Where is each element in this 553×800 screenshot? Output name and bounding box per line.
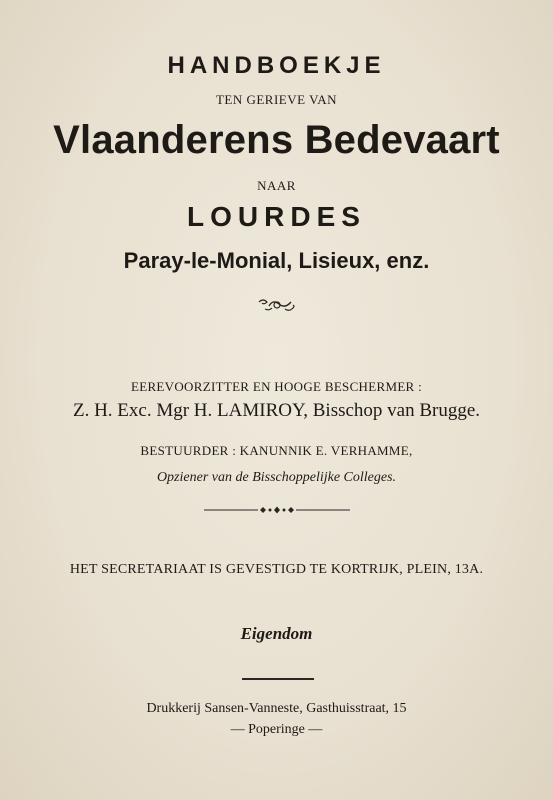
title-naar: NAAR bbox=[257, 178, 296, 193]
director-line: BESTUURDER : KANUNNIK E. VERHAMME, bbox=[140, 443, 413, 458]
title-ten-gerieve-van: TEN GERIEVE VAN bbox=[215, 92, 338, 107]
director-title: Opziener van de Bisschoppelijke Colleges. bbox=[156, 470, 397, 485]
printer-city: — Poperinge — bbox=[230, 722, 323, 737]
honorary-president-name: Z. H. Exc. Mgr H. LAMIROY, Bisschop van Brugge. bbox=[72, 400, 481, 421]
printer-name: Drukkerij Sansen-Vanneste, Gasthuisstraat, 15 bbox=[146, 701, 407, 716]
title-destinations: Paray-le-Monial, Lisieux, enz. bbox=[123, 248, 430, 273]
diamond-rule-icon bbox=[0, 503, 553, 515]
ownership-notice: Eigendom bbox=[240, 624, 313, 643]
scroll-ornament-icon bbox=[0, 296, 553, 314]
honorary-president-label: EEREVOORZITTER EN HOOGE BESCHERMER : bbox=[130, 379, 422, 394]
divider bbox=[242, 678, 314, 680]
title-lourdes: LOURDES bbox=[187, 201, 366, 232]
secretariat-address: HET SECRETARIAAT IS GEVESTIGD TE KORTRIJK, PLEIN, 13A. bbox=[69, 562, 484, 577]
title-handboekje: HANDBOEKJE bbox=[167, 52, 386, 79]
title-vlaanderens-bedevaart: Vlaanderens Bedevaart bbox=[53, 118, 500, 162]
